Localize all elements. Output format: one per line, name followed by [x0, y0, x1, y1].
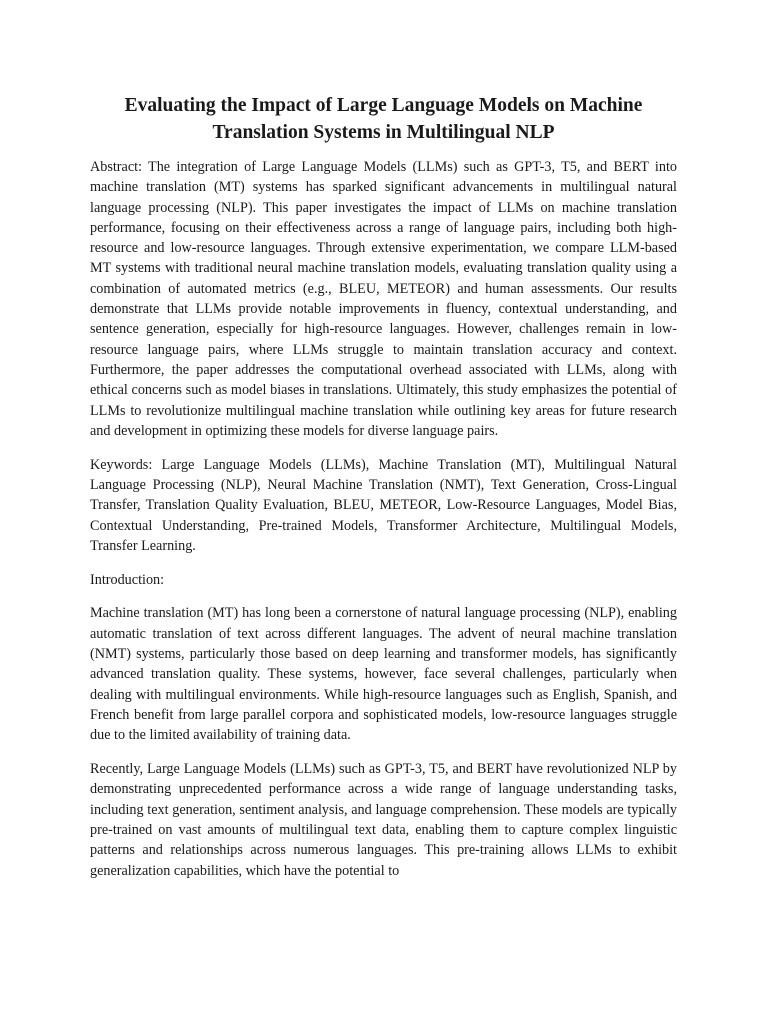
paper-title: Evaluating the Impact of Large Language Models on Machine Translation Systems in Multilingual NLP	[124, 95, 643, 143]
page-content	[90, 92, 677, 894]
abstract-paragraph: Abstract: The integration of Large Language Models (LLMs) such as GPT-3, T5, and BERT into machine translation (MT) systems has sparked significant advancements in multilingual natural language processing (NLP). This paper investigates the impact of LLMs on machine translation performance, focusing on their effectiveness across a range of language pairs, including both high-resource and low-resource languages. Through extensive experimentation, we compare LLM-based MT systems with traditional neural machine translation models, evaluating translation quality using a combination of automated metrics (e.g., BLEU, METEOR) and human assessments. Our results demonstrate that LLMs provide notable improvements in fluency, contextual understanding, and sentence generation, especially for high-resource languages. However, challenges remain in low-resource language pairs, where LLMs struggle to maintain translation accuracy and context. Furthermore, the paper addresses the computational overhead associated with LLMs, along with ethical concerns such as model biases in translations. Ultimately, this study emphasizes the potential of LLMs to revolutionize multilingual machine translation while outlining key areas for future research and development in optimizing these models for diverse language pairs.	[90, 159, 677, 439]
keywords-paragraph: Keywords: Large Language Models (LLMs), Machine Translation (MT), Multilingual Natural Language Processing (NLP), Neural Machine Translation (NMT), Text Generation, Cross-Lingual Transfer, Translation Quality Evaluation, BLEU, METEOR, Low-Resource Languages, Model Bias, Contextual Understanding, Pre-trained Models, Transformer Architecture, Multilingual Models, Transfer Learning.	[90, 456, 677, 554]
introduction-heading: Introduction:	[90, 571, 165, 588]
introduction-paragraph-1: Machine translation (MT) has long been a cornerstone of natural language processing (NLP), enabling automatic translation of text across different languages. The advent of neural machine translation (NMT) systems, particularly those based on deep learning and transformer models, has significantly advanced translation quality. These systems, however, face several challenges, particularly when dealing with multilingual environments. While high-resource languages such as English, Spanish, and French benefit from large parallel corpora and sophisticated models, low-resource languages struggle due to the limited availability of training data.	[90, 605, 677, 744]
introduction-paragraph-2: Recently, Large Language Models (LLMs) such as GPT-3, T5, and BERT have revolutionized NLP by demonstrating unprecedented performance across a wide range of language understanding tasks, including text generation, sentiment analysis, and language comprehension. These models are typically pre-trained on vast amounts of multilingual text data, enabling them to capture complex linguistic patterns and relationships across numerous languages. This pre-training allows LLMs to exhibit generalization capabilities, which have the potential to	[90, 761, 677, 879]
